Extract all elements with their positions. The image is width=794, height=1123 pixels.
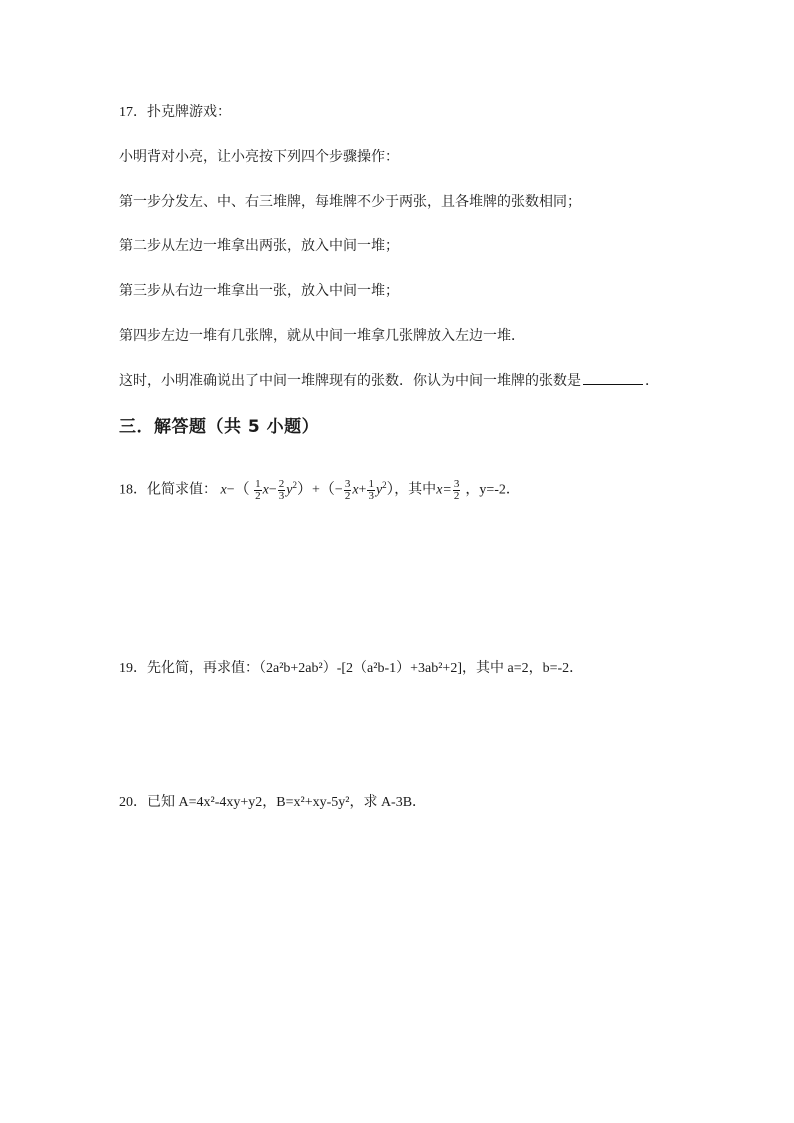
- q17-line-3: 第二步从左边一堆拿出两张，放入中间一堆；: [119, 239, 399, 254]
- q18-minus: −: [226, 482, 235, 498]
- q18-x: x: [220, 482, 227, 498]
- q18-frac-4: $\frac{1}{3}$: [368, 477, 374, 502]
- q18-frac-3: $\frac{3}{2}$: [344, 477, 351, 502]
- q17-line-4: 第三步从右边一堆拿出一张，放入中间一堆；: [119, 284, 399, 299]
- q19-line: 19．先化简，再求值：（2a²b+2ab²）-[2（a²b-1）+3ab²+2]，其中 a=2，b=-2．: [119, 661, 584, 676]
- q17-line-1: 小明背对小亮，让小亮按下列四个步骤操作：: [119, 150, 399, 165]
- q17-line-2: 第一步分发左、中、右三堆牌，每堆牌不少于两张，且各堆牌的张数相同；: [119, 195, 581, 210]
- q17-line-6: [119, 372, 659, 391]
- q18-lparen-1: （: [234, 481, 250, 498]
- section-title: 三．解答题（共 5 小题）: [119, 417, 320, 437]
- q18-prefix: 18．化简求值：: [119, 482, 217, 498]
- q18-frac-1: $\frac{1}{2}$: [255, 477, 261, 502]
- q18-rparen-2: ）: [386, 481, 395, 498]
- q18-condition: ，其中: [394, 482, 437, 498]
- q20-line: 20．已知 A=4x²-4xy+y2，B=x²+xy-5y²，求 A-3B．: [119, 795, 427, 810]
- q18-x-eq: x=: [436, 482, 452, 498]
- q18-lparen-2: （: [319, 481, 335, 498]
- q17-question-text: 这时，小明准确说出了中间一堆牌现有的张数．你认为中间一堆牌的张数是: [119, 374, 581, 389]
- q18-line: 18．化简求值： x−（ $\frac{1}{2}$ x− $\frac{2}{3}$ $y^2)+(-$ $\frac{3}{2}$ x+ $\frac{1}{3}$ $y^2$），其中x= $\frac{3}{2}$ ，y=-2．: [119, 477, 520, 502]
- q18-frac-2: $\frac{2}{3}$: [278, 477, 285, 502]
- q17-line-5: 第四步左边一堆有几张牌，就从中间一堆拿几张牌放入左边一堆．: [119, 329, 525, 344]
- q17-end: ．: [645, 374, 659, 389]
- q18-tail: ，y=-2．: [465, 482, 520, 498]
- q18-rparen-1: ）: [296, 481, 312, 498]
- answer-blank[interactable]: [583, 372, 643, 385]
- q18-frac-5: $\frac{3}{2}$: [453, 477, 460, 502]
- q17-title: 17．扑克牌游戏：: [119, 105, 231, 120]
